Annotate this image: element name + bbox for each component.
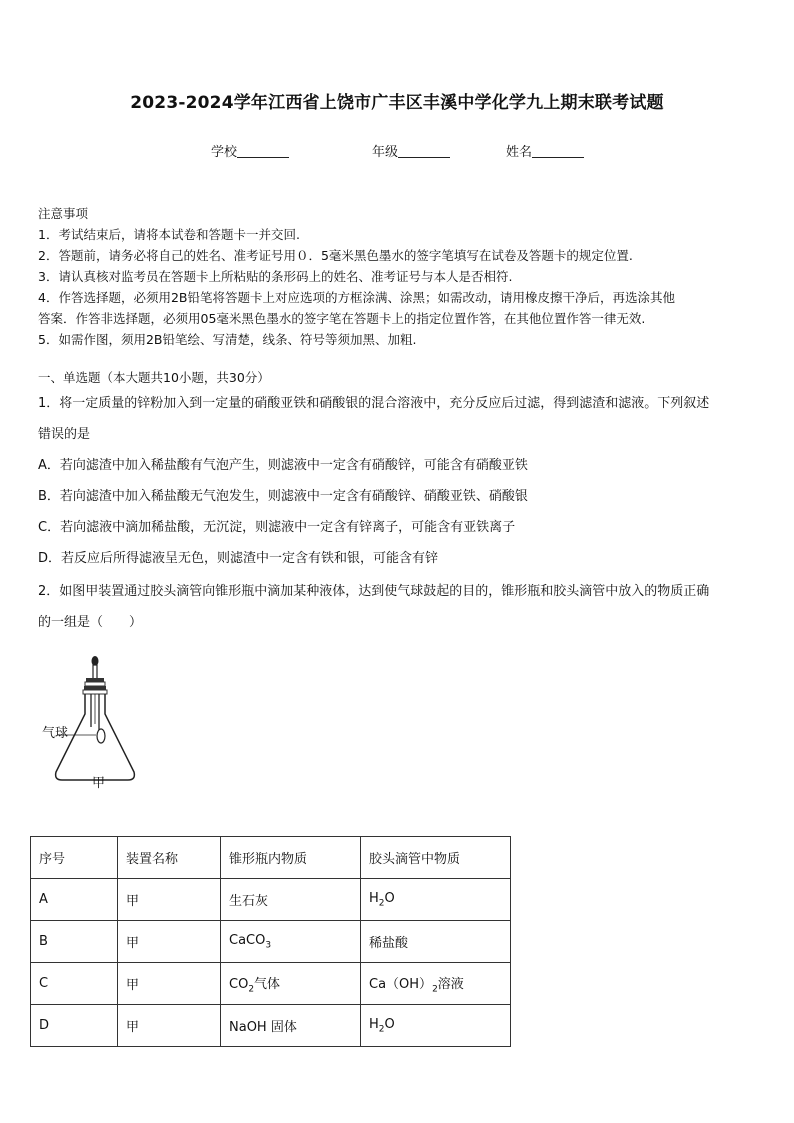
school-blank[interactable] — [237, 145, 289, 158]
formula-main: CaCO — [229, 932, 266, 948]
page-title: 2023-2024学年江西省上饶市广丰区丰溪中学化学九上期末联考试题 — [130, 93, 664, 113]
table-cell-device: 甲 — [118, 921, 221, 963]
table-header-cell: 锥形瓶内物质 — [221, 837, 361, 879]
question-1-option-a[interactable]: A．若向滤渣中加入稀盐酸有气泡产生，则滤液中一定含有硝酸锌，可能含有硝酸亚铁 — [38, 458, 528, 473]
notice-item: 5．如需作图，须用2B铅笔绘、写清楚，线条、符号等须加黑、加粗. — [38, 332, 417, 347]
formula-tail: O — [384, 890, 395, 906]
formula-sub: 2 — [432, 984, 438, 995]
grade-label: 年级 — [372, 145, 399, 160]
table-cell-device: 甲 — [118, 879, 221, 921]
table-cell-flask — [221, 921, 361, 963]
question-2-stem-cont: 的一组是（ ） — [38, 615, 143, 630]
formula-tail: 溶液 — [437, 976, 464, 992]
question-1-option-c[interactable]: C．若向滤液中滴加稀盐酸，无沉淀，则滤液中一定含有锌离子，可能含有亚铁离子 — [38, 520, 516, 535]
formula-main: Ca（OH） — [369, 976, 433, 992]
question-1 — [38, 388, 760, 574]
grade-field — [372, 141, 450, 160]
table-cell-dropper — [361, 879, 511, 921]
notice-block — [38, 203, 758, 350]
table-row — [31, 921, 511, 963]
formula-sub: 3 — [265, 940, 272, 951]
table-cell-dropper — [361, 1005, 511, 1047]
formula-main: H — [369, 890, 379, 906]
formula-tail: O — [384, 1016, 395, 1032]
table-cell-dropper: 稀盐酸 — [361, 921, 511, 963]
table-cell-flask: 生石灰 — [221, 879, 361, 921]
notice-item: 2．答题前，请务必将自己的姓名、准考证号用０．5毫米黑色墨水的签字笔填写在试卷及答题卡的规定位置. — [38, 248, 633, 263]
formula-sub: 2 — [378, 1024, 385, 1035]
school-field — [211, 141, 289, 160]
table-cell-id: B — [31, 921, 118, 963]
formula-sub: 2 — [378, 898, 385, 909]
formula-main: CO — [229, 976, 249, 992]
table-row — [31, 963, 511, 1005]
table-cell-device: 甲 — [118, 1005, 221, 1047]
notice-item: 1．考试结束后，请将本试卷和答题卡一并交回. — [38, 227, 300, 242]
answer-table — [30, 836, 511, 1047]
balloon-label: 气球 — [42, 726, 69, 741]
table-header-cell: 序号 — [31, 837, 118, 879]
table-cell-id: A — [31, 879, 118, 921]
question-2-stem: 2．如图甲装置通过胶头滴管向锥形瓶中滴加某种液体，达到使气球鼓起的目的，锥形瓶和胶头滴管中放入的物质正确 — [38, 584, 710, 599]
formula-sub: 2 — [248, 984, 255, 995]
table-cell-flask — [221, 963, 361, 1005]
dropper-tube — [93, 665, 97, 679]
table-cell-device: 甲 — [118, 963, 221, 1005]
question-2 — [38, 576, 760, 638]
formula-tail: 气体 — [254, 976, 281, 992]
formula-main: H — [369, 1016, 379, 1032]
table-cell-id: C — [31, 963, 118, 1005]
table-row — [31, 879, 511, 921]
table-header-cell: 装置名称 — [118, 837, 221, 879]
question-1-stem: 1．将一定质量的锌粉加入到一定量的硝酸亚铁和硝酸银的混合溶液中，充分反应后过滤，得到滤渣和滤液。下列叙述 — [38, 396, 710, 411]
table-header-cell: 胶头滴管中物质 — [361, 837, 511, 879]
grade-blank[interactable] — [398, 145, 450, 158]
balloon — [97, 729, 105, 743]
name-label: 姓名 — [506, 145, 533, 160]
table-header-row — [31, 837, 511, 879]
notice-item: 4．作答选择题，必须用2B铅笔将答题卡上对应选项的方框涂满、涂黑；如需改动，请用橡皮擦干净后，再选涂其他 — [38, 290, 675, 305]
school-label: 学校 — [211, 145, 238, 160]
table-cell-dropper — [361, 963, 511, 1005]
notice-heading: 注意事项 — [38, 206, 89, 221]
figure-caption: 甲 — [92, 776, 106, 791]
name-blank[interactable] — [532, 145, 584, 158]
section-heading: 一、单选题（本大题共10小题，共30分） — [38, 370, 270, 385]
name-field — [506, 141, 584, 160]
table-cell-id: D — [31, 1005, 118, 1047]
table-cell-flask: NaOH 固体 — [221, 1005, 361, 1047]
notice-item: 3．请认真核对监考员在答题卡上所粘贴的条形码上的姓名、准考证号与本人是否相符. — [38, 269, 513, 284]
question-1-option-d[interactable]: D．若反应后所得滤液呈无色，则滤渣中一定含有铁和银，可能含有锌 — [38, 551, 439, 566]
question-1-stem-cont: 错误的是 — [38, 427, 91, 442]
table-row — [31, 1005, 511, 1047]
notice-item: 答案．作答非选择题，必须用05毫米黑色墨水的签字笔在答题卡上的指定位置作答，在其他位置作答一律无效. — [38, 311, 646, 326]
question-1-option-b[interactable]: B．若向滤渣中加入稀盐酸无气泡发生，则滤液中一定含有硝酸锌、硝酸亚铁、硝酸银 — [38, 489, 528, 504]
